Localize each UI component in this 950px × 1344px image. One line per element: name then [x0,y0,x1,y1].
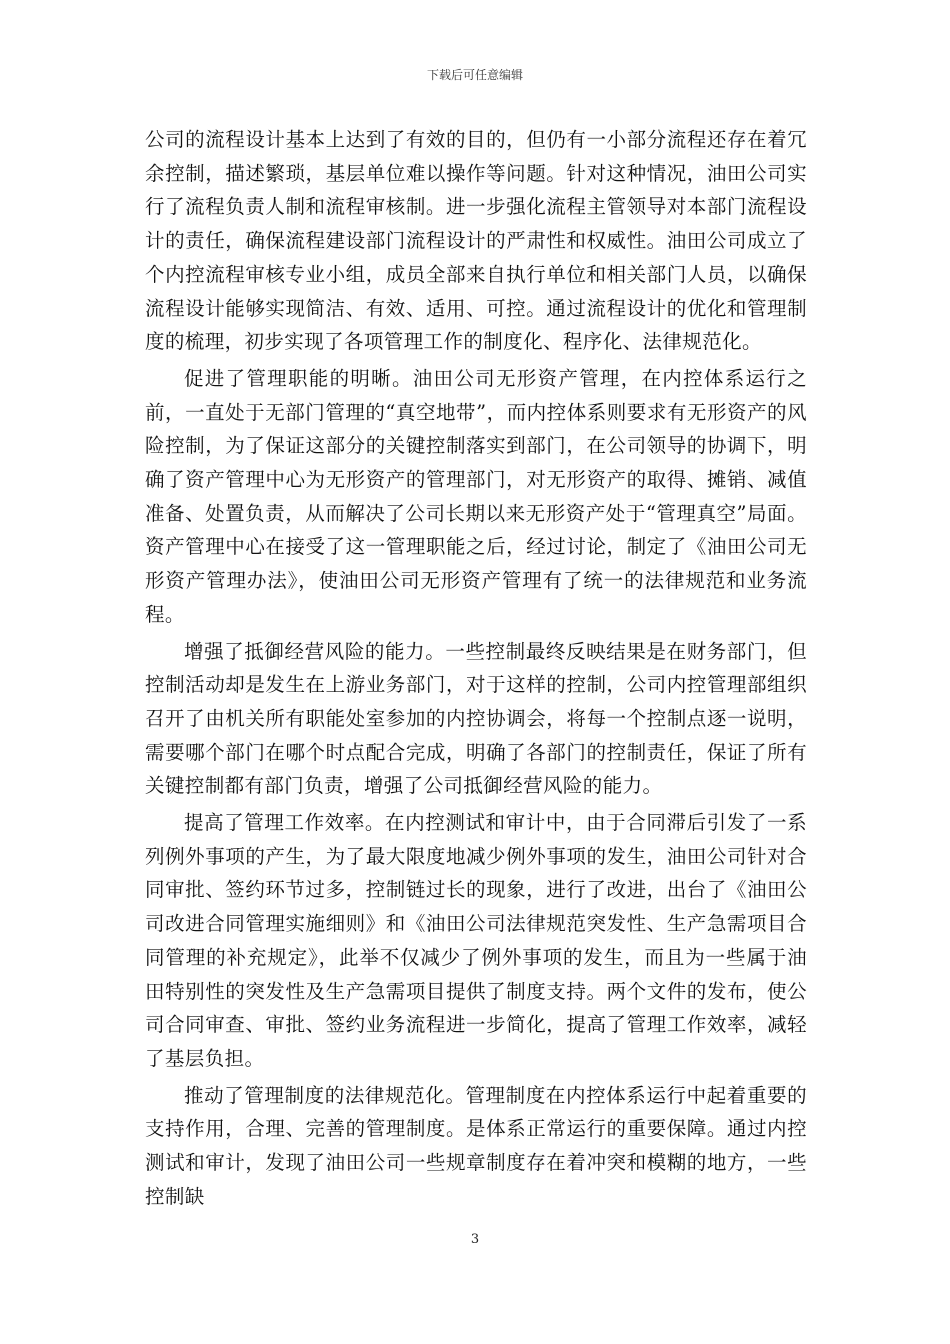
document-body [145,123,807,1214]
paragraph-risk-resistance: 增强了抵御经营风险的能力。一些控制最终反映结果是在财务部门，但控制活动却是发生在上游业务部门，对于这样的控制，公司内控管理部组织召开了由机关所有职能处室参加的内控协调会，将每一个控制点逐一说明，需要哪个部门在哪个时点配合完成，明确了各部门的控制责任，保证了所有关键控制都有部门负责，增强了公司抵御经营风险的能力。 [145,639,807,798]
paragraph-work-efficiency: 提高了管理工作效率。在内控测试和审计中，由于合同滞后引发了一系列例外事项的产生，为了最大限度地减少例外事项的发生，油田公司针对合同审批、签约环节过多，控制链过长的现象，进行了改进，出台了《油田公司改进合同管理实施细则》和《油田公司法律规范突发性、生产急需项目合同管理的补充规定》，此举不仅减少了例外事项的发生，而且为一些属于油田特别性的突发性及生产急需项目提供了制度支持。两个文件的发布，使公司合同审查、审批、签约业务流程进一步简化，提高了管理工作效率，减轻了基层负担。 [145,811,807,1070]
paragraph-process-design: 公司的流程设计基本上达到了有效的目的，但仍有一小部分流程还存在着冗余控制，描述繁琐，基层单位难以操作等问题。针对这种情况，油田公司实行了流程负责人制和流程审核制。进一步强化流程主管领导对本部门流程设计的责任，确保流程建设部门流程设计的严肃性和权威性。油田公司成立了个内控流程审核专业小组，成员全部来自执行单位和相关部门人员，以确保流程设计能够实现简洁、有效、适用、可控。通过流程设计的优化和管理制度的梳理，初步实现了各项管理工作的制度化、程序化、法律规范化。 [145,128,807,354]
paragraph-legal-standardization: 推动了管理制度的法律规范化。管理制度在内控体系运行中起着重要的支持作用，合理、完善的管理制度。是体系正常运行的重要保障。通过内控测试和审计，发现了油田公司一些规章制度存在着冲突和模糊的地方，一些控制缺 [145,1083,807,1208]
page-header: 下载后可任意编辑 [426,68,523,82]
page-number: 3 [470,1232,480,1247]
paragraph-management-functions: 促进了管理职能的明晰。油田公司无形资产管理，在内控体系运行之前，一直处于无部门管理的“真空地带”，而内控体系则要求有无形资产的风险控制，为了保证这部分的关键控制落实到部门，在公司领导的协调下，明确了资产管理中心为无形资产的管理部门，对无形资产的取得、摊销、减值准备、处置负责，从而解决了公司长期以来无形资产处于“管理真空”局面。资产管理中心在接受了这一管理职能之后，经过讨论，制定了《油田公司无形资产管理办法》，使油田公司无形资产管理有了统一的法律规范和业务流程。 [145,366,807,626]
